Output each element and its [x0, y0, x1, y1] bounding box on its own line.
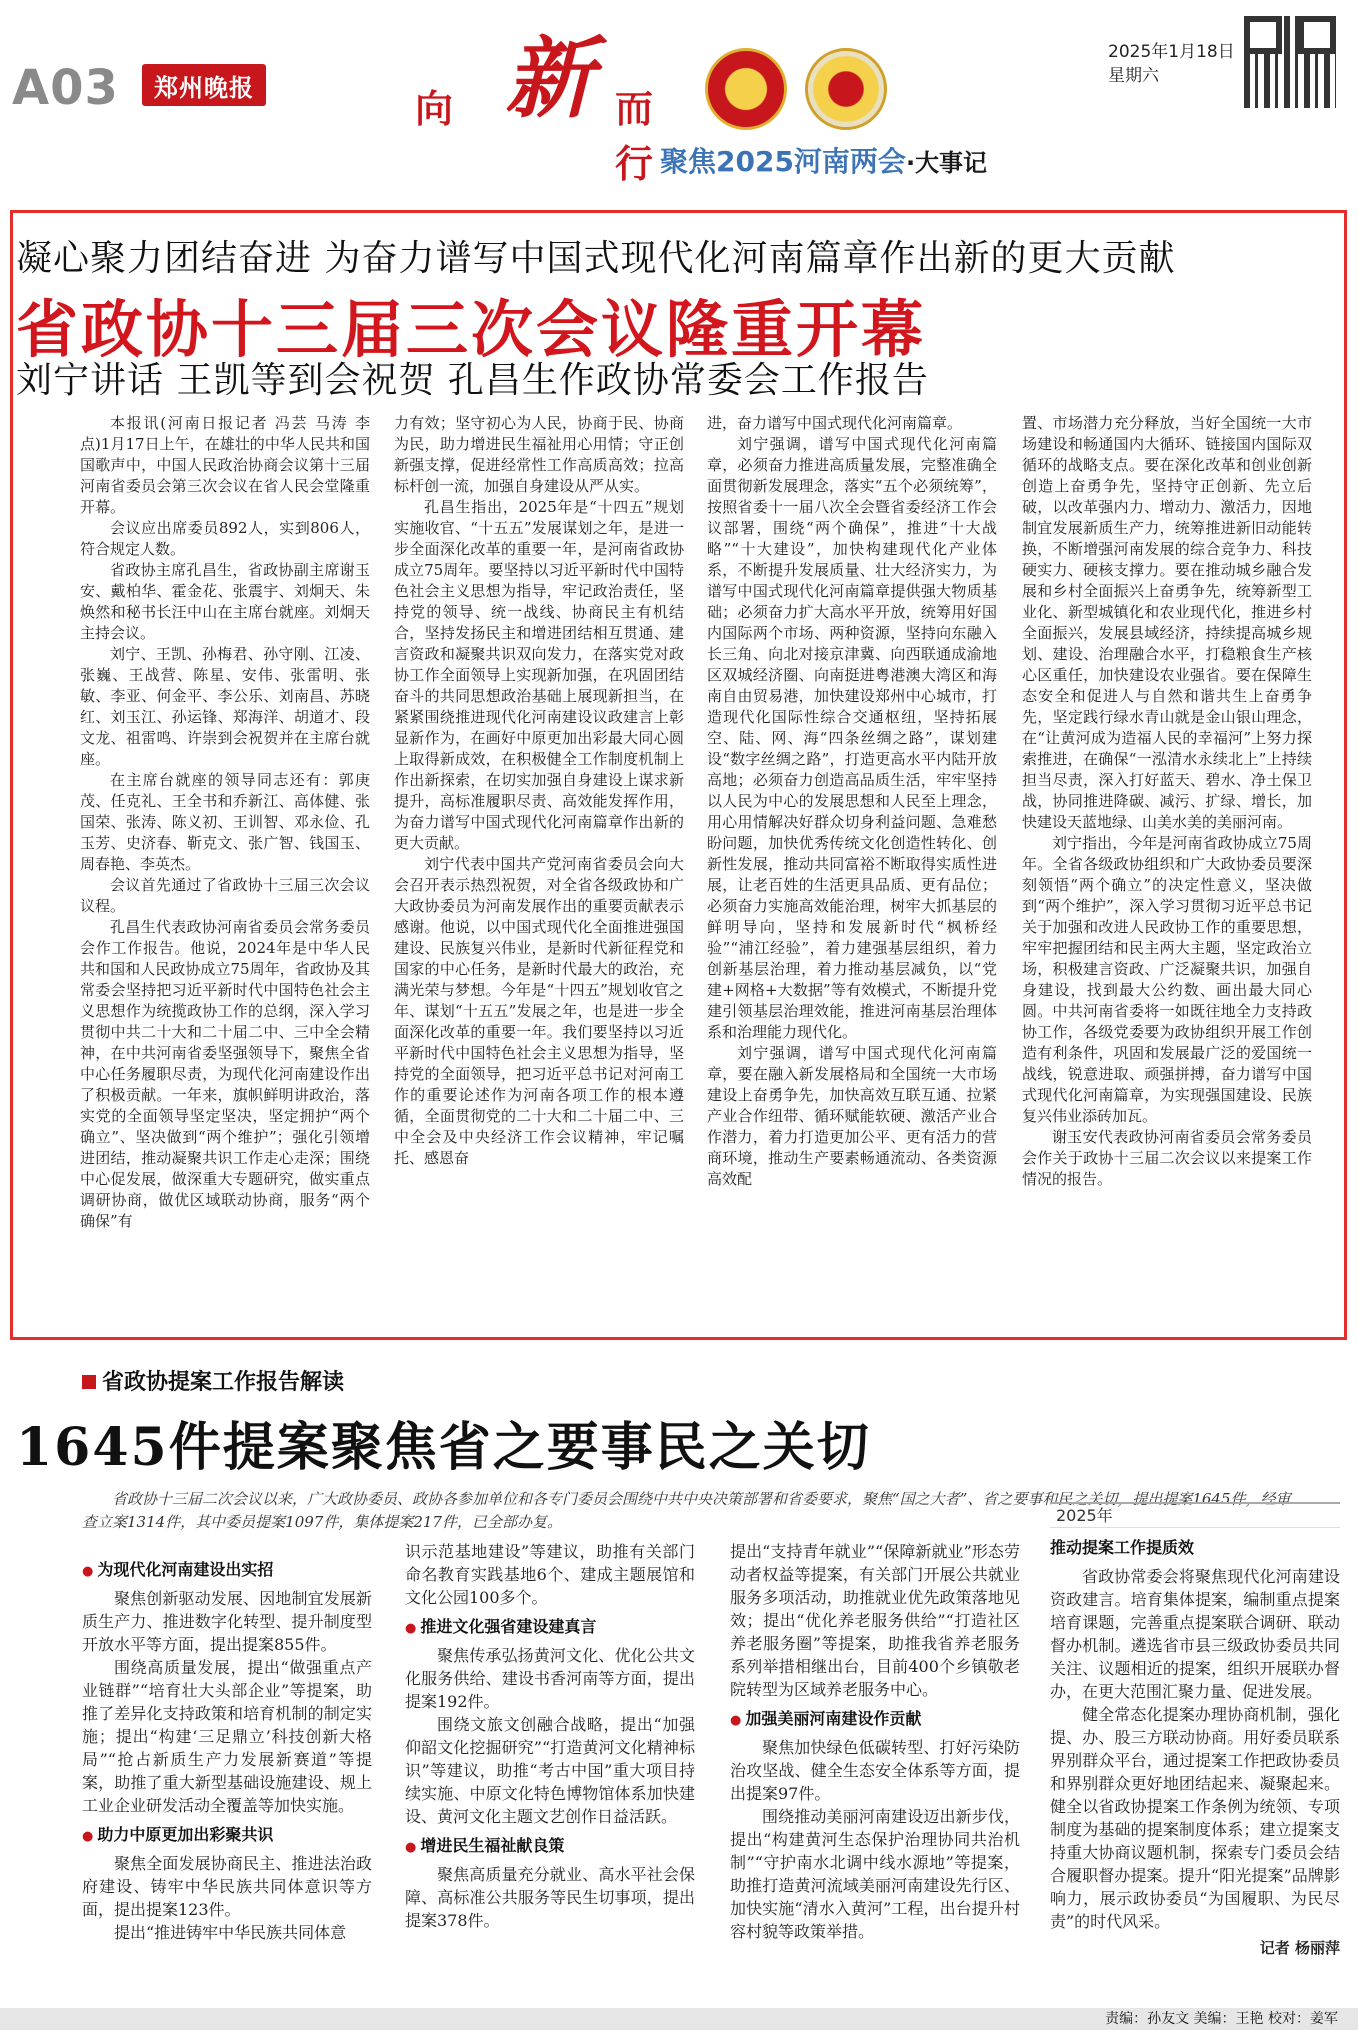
subsection-heading: ● 增进民生福祉献良策	[405, 1834, 695, 1859]
paragraph: 围绕推动美丽河南建设迈出新步伐，提出“构建黄河生态保护治理协同共治机制”“守护南水北调中线水源地”等提案，助推打造黄河流域美丽河南建设先行区、加快实施“清水入黄河”工程，出台提升村容村貌等政策举措。	[730, 1807, 1020, 1941]
focus-label	[660, 140, 987, 180]
story1-column-2	[394, 413, 684, 1328]
story1-column-4	[1022, 413, 1312, 1328]
newspaper-logo: 郑州晚报	[142, 64, 266, 106]
weekday-text: 星期六	[1108, 66, 1159, 86]
paragraph: 进，奋力谱写中国式现代化河南篇章。	[707, 414, 963, 432]
paragraph: 孔昌生代表政协河南省委员会常务委员会作工作报告。他说，2024年是中华人民共和国和人民政协成立75周年，省政协及其常委会坚持把习近平新时代中国特色社会主义思想作为统揽政协工作的总纲，深入学习贯彻中共二十大和二十届二中、三中全会精神，在中共河南省委坚强领导下，聚焦全省中心任务履职尽责，为现代化河南建设作出了积极贡献。一年来，旗帜鲜明讲政治，落实党的全面领导坚定坚决，坚定拥护“两个确立”、坚决做到“两个维护”；强化引领增进团结，推动凝聚共识工作走心走深；围绕中心促发展，做深重大专题研究，做实重点调研协商，做优区域联动协商，服务“两个确保”有	[80, 918, 370, 1230]
subsection-heading: ● 加强美丽河南建设作贡献	[730, 1707, 1020, 1732]
paragraph: 聚焦全面发展协商民主、推进法治政府建设、铸牢中华民族共同体意识等方面，提出提案123件。	[82, 1854, 372, 1919]
paragraph: 省政协主席孔昌生，省政协副主席谢玉安、戴柏华、霍金花、张震宇、刘炯天、朱焕然和秘书长汪中山在主席台就座。刘炯天主持会议。	[80, 561, 370, 642]
banner-char-c: 而行	[615, 87, 654, 186]
paragraph: 聚焦传承弘扬黄河文化、优化公共文化服务供给、建设书香河南等方面，提出提案192件。	[405, 1646, 695, 1711]
paragraph: 健全常态化提案办理协商机制，强化提、办、股三方联动协商。用好委员联系界别群众平台，通过提案工作把政协委员和界别群众更好地团结起来、凝聚起来。健全以省政协提案工作条例为统领、专项制度为基础的提案制度体系；建立提案支持重大协商议题机制，探索专门委员会结合履职督办提案。提升“阳光提案”品牌影响力，展示政协委员“为国履职、为民尽责”的时代风采。	[1050, 1705, 1340, 1931]
story1-subtitle: 凝心聚力团结奋进 为奋力谱写中国式现代化河南篇章作出新的更大贡献	[16, 238, 1176, 279]
story2-title: 1645件提案聚焦省之要事民之关切	[16, 1417, 871, 1478]
subsection-heading: ● 助力中原更加出彩聚共识	[82, 1823, 372, 1848]
paragraph: 围绕文旅文创融合战略，提出“加强仰韶文化挖掘研究”“打造黄河文化精神标识”等建议，助推“考古中国”重大项目持续实施、中原文化特色博物馆体系加快建设、黄河文化主题文艺创作日益活跃。	[405, 1715, 695, 1826]
subsection-heading: ● 为现代化河南建设出实招	[82, 1558, 372, 1583]
paragraph: 刘宁代表中国共产党河南省委员会向大会召开表示热烈祝贺，对全省各级政协和广大政协委员为河南发展作出的重要贡献表示感谢。他说，以中国式现代化全面推进强国建设、民族复兴伟业，是新时代新征程党和国家的中心任务，是新时代最大的政治，充满光荣与梦想。今年是“十四五”规划收官之年、谋划“十五五”发展之年，也是进一步全面深化改革的重要一年。我们要坚持以习近平新时代中国特色社会主义思想为指导，坚持党的全面领导，把习近平总书记对河南工作的重要论述作为河南各项工作的根本遵循，全面贯彻党的二十大和二十届二中、三中全会及中央经济工作会议精神，牢记嘱托、感恩奋	[394, 855, 684, 1167]
issue-date	[1108, 40, 1235, 88]
story1-column-1	[80, 413, 370, 1328]
paragraph: 会议首先通过了省政协十三届三次会议议程。	[80, 876, 370, 915]
paragraph: 围绕高质量发展，提出“做强重点产业链群”“培育壮大头部企业”等提案，助推了差异化支持政策和培育机制的制定实施；提出“构建‘三足鼎立’科技创新大格局”“抢占新质生产力发展新赛道”等提案，助推了重大新型基础设施建设、规上工业企业研发活动全覆盖等加快实施。	[82, 1658, 372, 1815]
sidebar-year: 2025年	[1050, 1502, 1340, 1528]
story2-column-2	[405, 1540, 695, 1997]
paragraph: 提出“支持青年就业”“保障新就业”形态劳动者权益等提案，有关部门开展公共就业服务多项活动，助推就业优先政策落地见效；提出“优化养老服务供给”“打造社区养老服务圈”等提案，助推我省养老服务系列举措相继出台，目前400个乡镇敬老院转型为区域养老服务中心。	[730, 1542, 1020, 1699]
paragraph: 会议应出席委员892人，实到806人，符合规定人数。	[80, 519, 370, 558]
banner-char-b: 新	[505, 26, 594, 130]
paragraph: 在主席台就座的领导同志还有：郭庚茂、任克礼、王全书和乔新江、高体健、张国荣、张涛、陈义初、王训智、邓永俭、孔玉芳、史济春、靳克文、张广智、钱国玉、周春艳、李英杰。	[80, 771, 370, 873]
paragraph: 省政协常委会将聚焦现代化河南建设资政建言。培育集体提案，编制重点提案培育课题，完善重点提案联合调研、联动督办机制。遴选省市县三级政协委员共同关注、议题相近的提案，组织开展联办督办，在更大范围汇聚力量、促进发展。	[1050, 1567, 1340, 1701]
sidebar-body	[1050, 1565, 1340, 1933]
paragraph: 力有效；坚守初心为人民，协商于民、协商为民，助力增进民生福祉用心用情；守正创新强支撑，促进经常性工作高质高效；拉高标杆创一流，加强自身建设从严从实。	[394, 414, 684, 495]
page-number: A03	[12, 60, 119, 116]
paragraph: 孔昌生指出，2025年是“十四五”规划实施收官、“十五五”发展谋划之年，是进一步全面深化改革的重要一年，是河南省政协成立75周年。要坚持以习近平新时代中国特色社会主义思想为指导，牢记政治责任，坚持党的领导、统一战线、协商民主有机结合，坚持发扬民主和增进团结相互贯通、建言资政和凝聚共识双向发力，在落实党对政协工作全面领导上实现新加强，在巩固团结奋斗的共同思想政治基础上展现新担当，在紧紧围绕推进现代化河南建设议政建言上彰显新作为，在画好中原更加出彩最大同心圆上取得新成效，在积极健全工作制度机制上作出新探索，在切实加强自身建设上谋求新提升，高标准履职尽责、高效能发挥作用，为奋力谱写中国式现代化河南篇章作出新的更大贡献。	[394, 498, 684, 852]
paragraph: 置、市场潜力充分释放，当好全国统一大市场建设和畅通国内大循环、链接国内国际双循环的战略支点。要在深化改革和创业创新创造上奋勇争先，坚持守正创新、先立后破，以改革强内力、增动力、激活力，因地制宜发展新质生产力，统筹推进新旧动能转换，不断增强河南发展的综合竞争力、科技硬实力、硬核支撑力。要在推动城乡融合发展和乡村全面振兴上奋勇争先，统筹新型工业化、新型城镇化和农业现代化，推进乡村全面振兴，发展县域经济，持续提高城乡规划、建设、治理融合水平，打稳粮食生产核心区重任，加快建设农业强省。要在保障生态安全和促进人与自然和谐共生上奋勇争先，坚定践行绿水青山就是金山银山理念，在“让黄河成为造福人民的幸福河”上努力探索推进，在确保“一泓清水永续北上”上持续担当尽责，深入打好蓝天、碧水、净土保卫战，协同推进降碳、减污、扩绿、增长，加快建设天蓝地绿、山美水美的美丽河南。	[1022, 414, 1312, 831]
paragraph: 聚焦创新驱动发展、因地制宜发展新质生产力、推进数字化转型、提升制度型开放水平等方面，提出提案855件。	[82, 1589, 372, 1654]
paragraph: 刘宁强调，谱写中国式现代化河南篇章，要在融入新发展格局和全国统一大市场建设上奋勇争先，加快高效互联互通、拉紧产业合作纽带、循环赋能软硬、激活产业合作潜力，着力打造更加公平、更有活力的营商环境，推动生产要素畅通流动、各类资源高效配	[707, 1044, 997, 1188]
footer-credits: 责编：孙友文 美编：王艳 校对：姜军	[0, 2008, 1358, 2030]
paragraph: 聚焦高质量充分就业、高水平社会保障、高标准公共服务等民生切事项，提出提案378件。	[405, 1865, 695, 1930]
paragraph: 识示范基地建设”等建议，助推有关部门命名教育实践基地6个、建成主题展馆和文化公园100多个。	[405, 1542, 695, 1607]
story2-column-1	[82, 1552, 372, 1997]
sidebar-heading: 推动提案工作提质效	[1050, 1538, 1195, 1557]
paragraph: 刘宁强调，谱写中国式现代化河南篇章，必须奋力推进高质量发展，完整准确全面贯彻新发展理念，落实“五个必须统筹”，按照省委十一届八次全会暨省委经济工作会议部署，围绕“两个确保”，推进“十大战略”“十大建设”，加快构建现代化产业体系，不断提升发展质量、壮大经济实力，为谱写中国式现代化河南篇章提供强大物质基础；必须奋力扩大高水平开放，统筹用好国内国际两个市场、两种资源，坚持向东融入长三角、向北对接京津冀、向西联通成渝地区双城经济圈、向南挺进粤港澳大湾区和海南自由贸易港，加快建设郑州中心城市，打造现代化国际性综合交通枢纽，坚持拓展空、陆、网、海“四条丝绸之路”，谋划建设“数字丝绸之路”，打造更高水平内陆开放高地；必须奋力创造高品质生活，牢牢坚持以人民为中心的发展思想和人民至上理念，用心用情解决好群众切身利益问题、急难愁盼问题，加快优秀传统文化创造性转化、创新性发展，推动共同富裕不断取得实质性进展，让老百姓的生活更具品质、更有品位；必须奋力实施高效能治理，树牢大抓基层的鲜明导向，坚持和发展新时代“枫桥经验”“浦江经验”，着力建强基层组织，着力创新基层治理，着力推动基层减负，以“党建+网格+大数据”等有效模式，不断提升党建引领基层治理效能，推进河南基层治理体系和治理能力现代化。	[707, 435, 997, 1041]
section-tag: 省政协提案工作报告解读	[82, 1365, 344, 1396]
story2-sidebar	[1050, 1502, 1340, 2002]
national-emblem-icon	[705, 48, 787, 130]
paragraph: 提出“推进铸牢中华民族共同体意	[114, 1923, 347, 1942]
story1-title: 省政协十三届三次会议隆重开幕	[16, 293, 927, 366]
focus-text: 聚焦2025河南两会	[660, 145, 906, 178]
reporter-signature: 记者 杨丽萍	[1259, 1939, 1340, 1957]
paragraph: 聚焦加快绿色低碳转型、打好污染防治攻坚战、健全生态安全体系等方面，提出提案97件。	[730, 1738, 1020, 1803]
story1-column-3	[707, 413, 997, 1328]
subsection-heading: ● 推进文化强省建设建真言	[405, 1615, 695, 1640]
story2-column-3	[730, 1540, 1020, 1997]
date-text: 2025年1月18日	[1108, 42, 1235, 62]
story1-subtitle2: 刘宁讲话 王凯等到会祝贺 孔昌生作政协常委会工作报告	[16, 360, 929, 401]
paragraph: 刘宁、王凯、孙梅君、孙守刚、江凌、张巍、王战营、陈星、安伟、张雷明、张敏、李亚、何金平、李公乐、刘南昌、苏晓红、刘玉江、孙运锋、郑海洋、胡道才、段文龙、祖雷鸣、许崇到会祝贺并在主席台就座。	[80, 645, 370, 768]
qr-code-icon[interactable]	[1244, 16, 1336, 108]
story2-lead: 省政协十三届二次会议以来，广大政协委员、政协各参加单位和各专门委员会围绕中共中央决策部署和省委要求，聚焦“国之大者”、省之要事和民之关切，提出提案1645件，经审查立案1314件，其中委员提案1097件，集体提案217件，已全部办复。	[82, 1490, 1291, 1531]
banner-char-a: 向	[415, 87, 454, 131]
focus-tag: ·大事记	[905, 149, 988, 177]
paragraph: 本报讯(河南日报记者 冯芸 马涛 李点)1月17日上午，在雄壮的中华人民共和国国歌声中，中国人民政治协商会议第十三届河南省委员会第三次会议在省人民会堂隆重开幕。	[80, 414, 370, 516]
paragraph: 刘宁指出，今年是河南省政协成立75周年。全省各级政协组织和广大政协委员要深刻领悟“两个确立”的决定性意义，坚决做到“两个维护”，深入学习贯彻习近平总书记关于加强和改进人民政协工作的重要思想，牢牢把握团结和民主两大主题，坚定政治立场，积极建言资政、广泛凝聚共识，加强自身建设，找到最大公约数、画出最大同心圆。中共河南省委将一如既往地全力支持政协工作，各级党委要为政协组织开展工作创造有利条件，巩固和发展最广泛的爱国统一战线，锐意进取、顽强拼搏，奋力谱写中国式现代化河南篇章，为实现强国建设、民族复兴伟业添砖加瓦。	[1022, 834, 1312, 1125]
paragraph: 谢玉安代表政协河南省委员会常务委员会作关于政协十三届二次会议以来提案工作情况的报告。	[1022, 1128, 1312, 1188]
cppcc-emblem-icon	[805, 48, 887, 130]
